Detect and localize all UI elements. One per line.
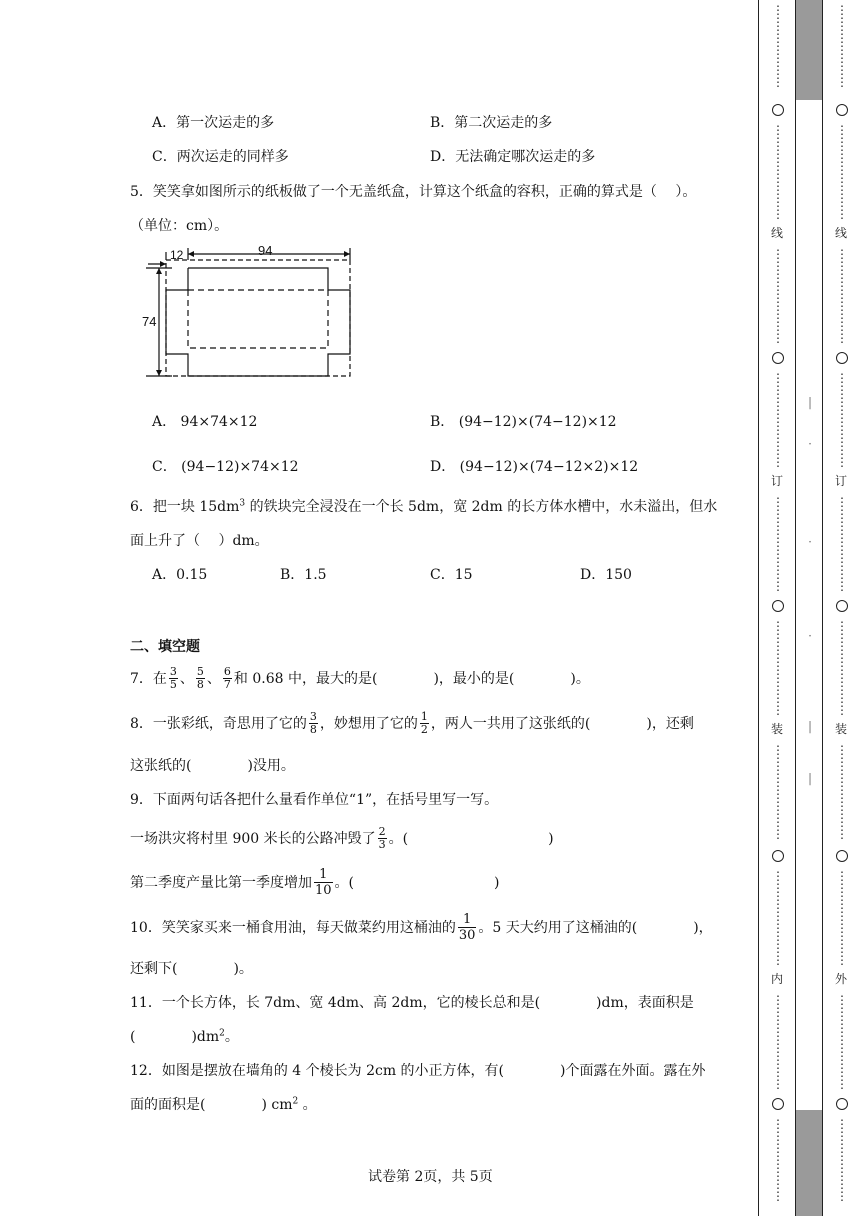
q4-option-b: B．第二次运走的多 <box>430 115 553 131</box>
fraction: $\frac{6}{7}$ <box>223 664 231 691</box>
q11-line1: 11．一个长方体，长 7dm、宽 4dm、高 2dm，它的棱长总和是( )dm，表面积是 <box>130 995 694 1011</box>
binding-circle <box>772 600 784 612</box>
binding-label-inner: 内 <box>770 972 783 986</box>
box-net-figure <box>142 244 358 380</box>
fraction: $\frac{1}{30}$ <box>458 911 476 943</box>
q5-stem: 5．笑笑拿如图所示的纸板做了一个无盖纸盒，计算这个纸盒的容积，正确的算式是（ ）。 <box>130 184 697 200</box>
q4-option-d: D．无法确定哪次运走的多 <box>430 149 596 165</box>
q8-line1: 8．一张彩纸，奇思用了它的 $\frac{3}{8}$ ，妙想用了它的 $\frac{1}{2}$ ，两人一共用了这张纸的( )，还剩 <box>130 709 694 736</box>
binding-circle <box>836 600 848 612</box>
q9-sentence1: 一场洪灾将村里 900 米长的公路冲毁了 $\frac{2}{3}$ 。( ) <box>130 824 554 851</box>
q5-option-b: B． (94−12)×(74−12)×12 <box>430 414 617 430</box>
binding-circle <box>836 352 848 364</box>
binding-circle <box>772 352 784 364</box>
binding-label-inner: 装 <box>770 722 783 736</box>
q6-line1: 6．把一块 $15dm^3$ 的铁块完全浸没在一个长 5dm，宽 2dm 的长方体水槽中，水未溢出，但水 <box>130 498 718 515</box>
binding-circle <box>836 1098 848 1110</box>
dim-94-label: 94 <box>258 244 273 258</box>
binding-label-inner: 线 <box>770 226 783 240</box>
q8-line2: 这张纸的( )没用。 <box>130 758 295 774</box>
q5-option-c: C． (94−12)×74×12 <box>152 459 299 475</box>
q6-line2: 面上升了（ ）dm。 <box>130 533 269 549</box>
q5-option-d: D． (94−12)×(74−12×2)×12 <box>430 459 639 475</box>
fraction: $\frac{5}{8}$ <box>196 664 204 691</box>
binding-label-outer: 订 <box>834 474 847 488</box>
fraction: $\frac{3}{5}$ <box>169 664 177 691</box>
fraction: $\frac{1}{10}$ <box>315 866 332 898</box>
q4-option-c: C．两次运走的同样多 <box>152 149 289 165</box>
q12-line1: 12．如图是摆放在墙角的 4 个棱长为 2cm 的小正方体，有( )个面露在外面。露在外 <box>130 1063 706 1079</box>
dim-74-label: 74 <box>142 314 157 329</box>
binding-circle <box>836 104 848 116</box>
binding-label-outer: 外 <box>834 972 847 986</box>
strip-border <box>795 0 796 1216</box>
q11-line2: ( )$dm^2$。 <box>130 1028 239 1045</box>
q6-option-a: A．0.15 <box>152 567 208 583</box>
q12-line2: 面的面积是( ) $cm^2$ 。 <box>130 1096 317 1113</box>
q10-line1: 10．笑笑家买来一桶食用油，每天做菜约用这桶油的 $\frac{1}{30}$ 。5 天大约用了这桶油的( )， <box>130 911 713 943</box>
binding-circle <box>772 1098 784 1110</box>
fraction: $\frac{1}{2}$ <box>420 709 428 736</box>
dim-12-label: 12 <box>170 248 184 262</box>
q4-option-a: A．第一次运走的多 <box>152 115 275 131</box>
q10-line2: 还剩下( )。 <box>130 961 253 977</box>
fraction: $\frac{3}{8}$ <box>309 709 317 736</box>
binding-label-outer: 线 <box>834 226 847 240</box>
page-footer: 试卷第 2页，共 5页 <box>368 1169 493 1185</box>
binding-circle <box>836 850 848 862</box>
q5-unit: （单位：cm）。 <box>130 218 229 234</box>
binding-circle <box>772 104 784 116</box>
strip-border <box>758 0 759 1216</box>
q9-sentence2: 第二季度产量比第一季度增加 $\frac{1}{10}$ 。( ) <box>130 866 500 898</box>
section-heading: 二、填空题 <box>130 639 200 655</box>
strip-shade <box>796 0 822 100</box>
binding-label-outer: 装 <box>834 722 847 736</box>
q6-option-c: C．15 <box>430 567 473 583</box>
fraction: $\frac{2}{3}$ <box>378 824 386 851</box>
binding-circle <box>772 850 784 862</box>
strip-border <box>822 0 823 1216</box>
q7-line: 7．在 $\frac{3}{5}$ 、 $\frac{5}{8}$ 、 $\frac{6}{7}$ 和 0.68 中，最大的是( )，最小的是( )。 <box>130 664 590 691</box>
q9-stem: 9．下面两句话各把什么量看作单位“1”，在括号里写一写。 <box>130 792 499 808</box>
strip-shade <box>796 1110 822 1216</box>
binding-label-inner: 订 <box>770 474 783 488</box>
q6-option-b: B．1.5 <box>280 567 327 583</box>
q6-option-d: D．150 <box>580 567 632 583</box>
q5-option-a: A． 94×74×12 <box>152 414 258 430</box>
